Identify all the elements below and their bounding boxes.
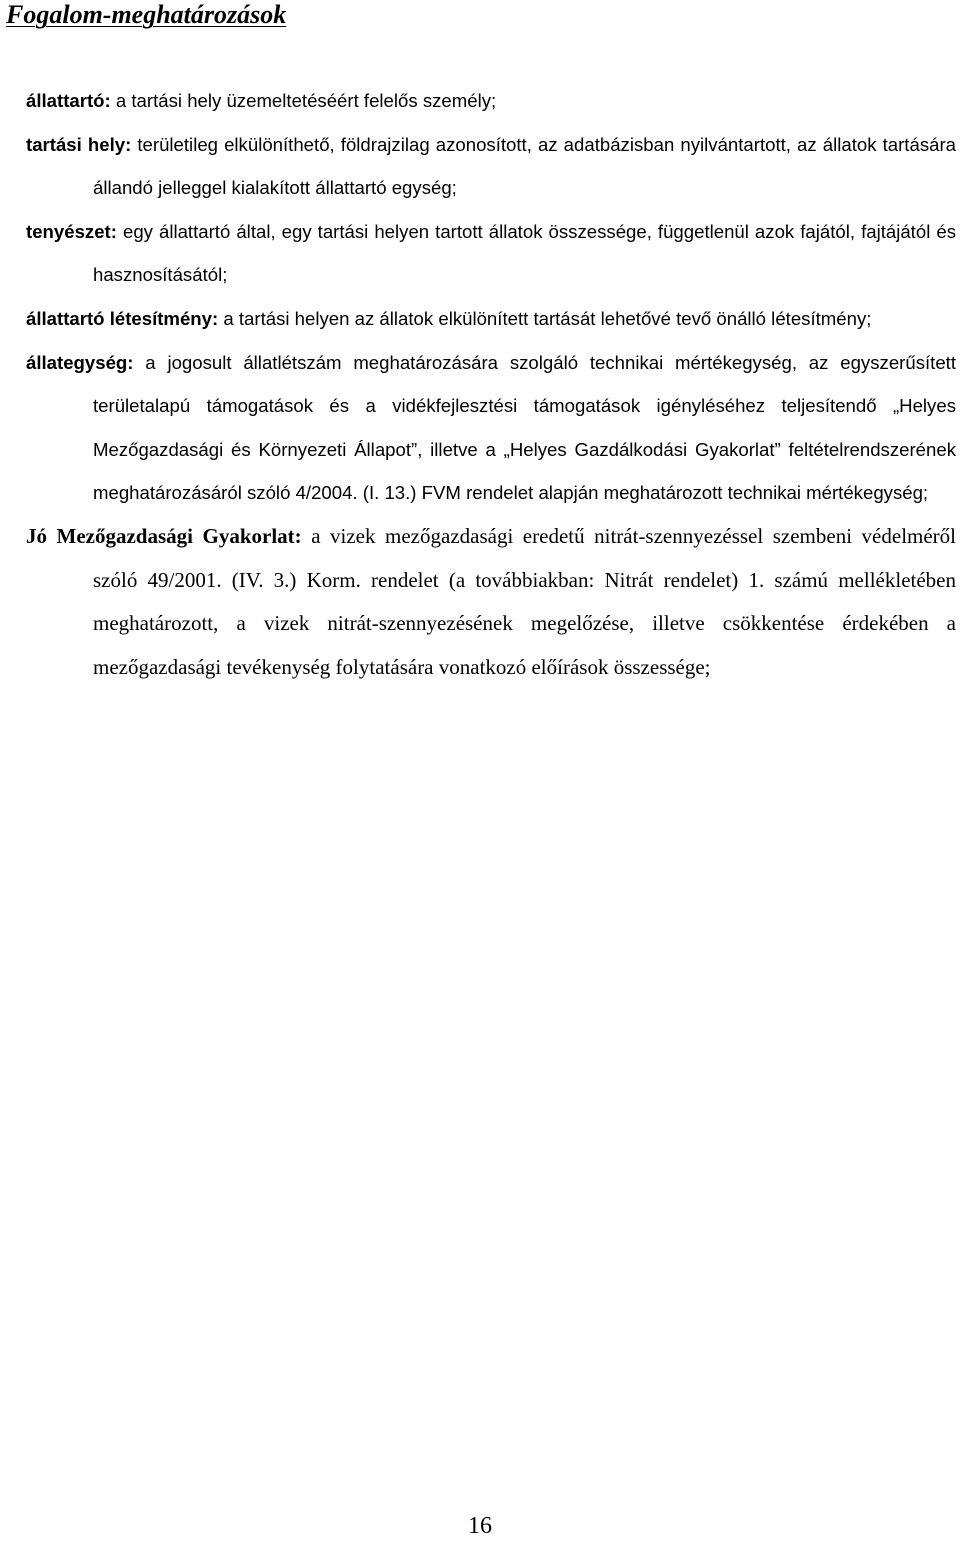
page-number: 16 <box>468 1513 492 1539</box>
definition-list <box>26 79 956 689</box>
definition-term: állattartó: <box>26 90 111 111</box>
definition-term: Jó Mezőgazdasági Gyakorlat: <box>26 523 302 548</box>
definition-term: állattartó létesítmény: <box>26 307 219 329</box>
definition-text: egy állattartó által, egy tartási helyen tartott állatok összessége, függetlenül azok fajától, fajtájától és hasznosításától; <box>93 220 956 286</box>
page-title: Fogalom-meghatározások <box>6 0 287 29</box>
definition-text: a tartási helyen az állatok elkülönített tartását lehetővé tevő önálló létesítmény; <box>218 307 872 329</box>
definition-allattarto <box>26 79 956 123</box>
definition-text: a jogosult állatlétszám meghatározására szolgáló technikai mértékegység, az egyszerűsített területalapú támogatások és a vidékfejlesztési támogatások igényléséhez teljesítendő „Helyes Mezőgazdasági és Környezeti Állapot”, illetve a „Helyes Gazdálkodási Gyakorlat” feltételrendszerének meghatározásáról szóló 4/2004. (I. 13.) FVM rendelet alapján meghatározott technikai mértékegység; <box>93 351 956 504</box>
definition-term: tenyészet: <box>26 220 117 242</box>
definition-allategyseg <box>26 341 956 515</box>
definition-text: a vizek mezőgazdasági eredetű nitrát-szennyezéssel szembeni védelméről szóló 49/2001. (IV. 3.) Korm. rendelet (a továbbiakban: Nitrát rendelet) 1. számú mellékletében meghatározott, a vizek nitrát-szennyezésének megelőzése, illetve csökkentése érdekében a mezőgazdasági tevékenység folytatására vonatkozó előírások összessége; <box>93 523 957 679</box>
definition-text: a tartási hely üzemeltetéséért felelős személy; <box>110 90 497 111</box>
definition-term: tartási hely: <box>26 133 132 155</box>
definition-jo-mezogazdasagi-gyakorlat <box>26 515 956 689</box>
definition-tenyeszet <box>26 210 956 297</box>
definition-allattarto-letesitmeny <box>26 297 956 341</box>
definition-term: állategység: <box>26 351 134 373</box>
definition-tartasi-hely <box>26 123 956 210</box>
definition-text: területileg elkülöníthető, földrajzilag azonosított, az adatbázisban nyilvántartott, az állatok tartására állandó jelleggel kialakított állattartó egység; <box>93 133 956 199</box>
